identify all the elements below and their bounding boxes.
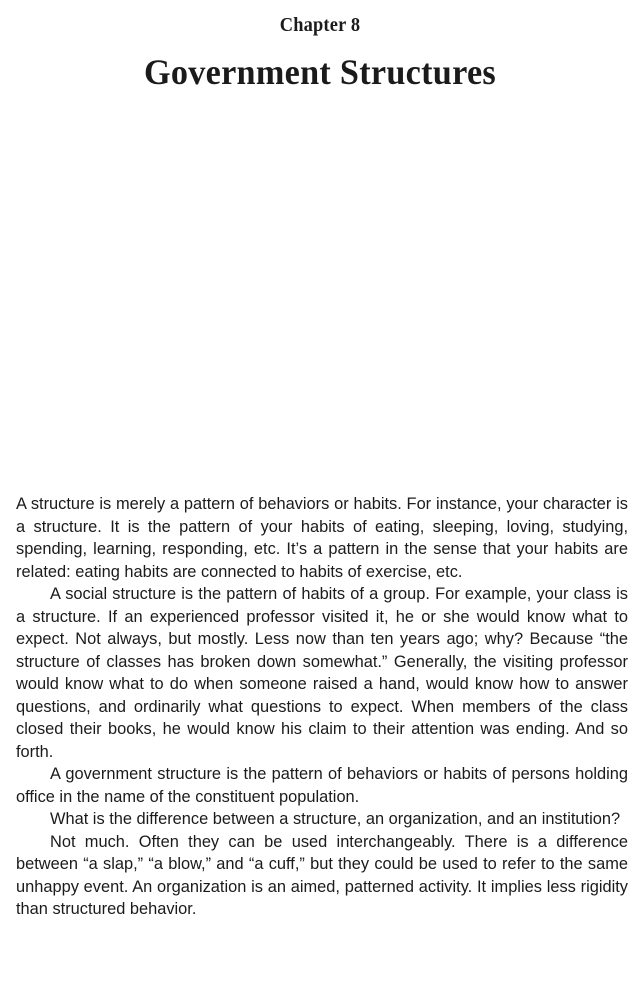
body-text: [16, 493, 628, 921]
paragraph: A structure is merely a pattern of behaviors or habits. For instance, your character is a structure. It is the pattern of your habits of eating, sleeping, loving, studying, spending, learning, responding, etc. It’s a pattern in the sense that your habits are related: eating habits are connected to habits of exercise, etc.: [16, 495, 628, 581]
paragraph: A social structure is the pattern of habits of a group. For example, your class is a structure. If an experienced professor visited it, he or she would know what to expect. Not always, but mostly. Less now than ten years ago; why? Because “the structure of classes has broken down somewhat.” Generally, the visiting professor would know what to do when someone raised a hand, would know how to answer questions, and ordinarily what questions to expect. When members of the class closed their books, he would know his claim to their attention was ending. And so forth.: [16, 585, 628, 761]
paragraph: Not much. Often they can be used interchangeably. There is a difference between “a slap,” “a blow,” and “a cuff,” but they could be used to refer to the same unhappy event. An organization is an aimed, patterned activity. It implies less rigidity than structured behavior.: [16, 832, 628, 918]
paragraph: A government structure is the pattern of behaviors or habits of persons holding office in the name of the constituent population.: [16, 765, 628, 806]
chapter-header: [0, 10, 640, 94]
chapter-title: Government Structures: [143, 52, 497, 92]
paragraph: What is the difference between a structure, an organization, and an institution?: [50, 810, 621, 828]
chapter-number: Chapter 8: [279, 14, 361, 36]
